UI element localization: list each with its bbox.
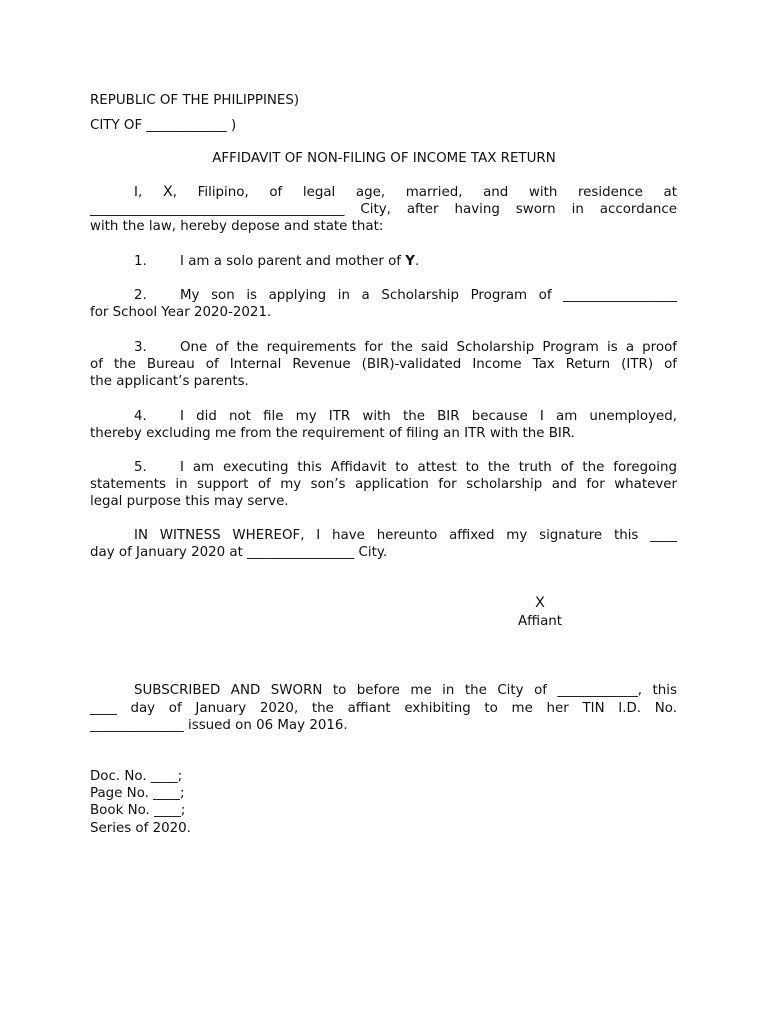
child-name: Y xyxy=(405,254,415,269)
item-4-line-2: thereby excluding me from the requirement of filing an ITR with the BIR. xyxy=(90,426,575,441)
item-3-text: One of the requirements for the said Scholarship Program is a proof xyxy=(180,340,677,355)
item-3-line-1 xyxy=(90,339,677,356)
item-2-line-1 xyxy=(90,287,677,304)
republic-heading: REPUBLIC OF THE PHILIPPINES) xyxy=(90,93,300,108)
jurat-line-1: SUBSCRIBED AND SWORN to before me in the City of ____________, this xyxy=(134,683,677,698)
affiant-name: X xyxy=(162,184,173,200)
item-4-text: I did not file my ITR with the BIR because I am unemployed, xyxy=(180,409,677,424)
item-number: 2. xyxy=(134,288,147,303)
intro-line-1 xyxy=(90,184,677,201)
item-2-line-2: for School Year 2020-2021. xyxy=(90,305,272,320)
intro-line-1-rest: , Filipino, of legal age, married, and with residence at xyxy=(172,185,677,200)
series-year: Series of 2020. xyxy=(90,821,191,836)
item-2-text: My son is applying in a Scholarship Program of _________________ xyxy=(180,288,677,303)
intro-prefix: I, xyxy=(134,185,163,200)
item-number: 4. xyxy=(134,409,147,424)
city-line: CITY OF ____________ ) xyxy=(90,118,237,133)
item-3-line-2: of the Bureau of Internal Revenue (BIR)-validated Income Tax Return (ITR) of xyxy=(90,357,677,372)
item-4-line-1 xyxy=(90,408,677,425)
item-number: 3. xyxy=(134,340,147,355)
jurat-line-2: ____ day of January 2020, the affiant exhibiting to me her TIN I.D. No. xyxy=(90,701,677,716)
item-1-end: . xyxy=(414,254,420,269)
witness-line-1: IN WITNESS WHEREOF, I have hereunto affixed my signature this ____ xyxy=(134,528,677,543)
signature-mark: X xyxy=(535,595,545,611)
item-5-text: I am executing this Affidavit to attest to the truth of the foregoing xyxy=(180,460,677,475)
item-5-line-3: legal purpose this may serve. xyxy=(90,494,289,509)
affiant-label: Affiant xyxy=(517,614,563,629)
page-number: Page No. ____; xyxy=(90,786,185,801)
intro-line-2: ______________________________________ City, after having sworn in accordance xyxy=(90,202,677,217)
item-1-line xyxy=(90,253,677,270)
document-title: AFFIDAVIT OF NON-FILING OF INCOME TAX RETURN xyxy=(212,151,556,166)
jurat-line-3: ______________ issued on 06 May 2016. xyxy=(90,718,348,733)
intro-line-3: with the law, hereby depose and state that: xyxy=(90,219,384,234)
item-1-text: I am a solo parent and mother of xyxy=(180,254,406,269)
item-number: 1. xyxy=(134,254,147,269)
item-number: 5. xyxy=(134,460,147,475)
book-number: Book No. ____; xyxy=(90,803,186,818)
item-5-line-2: statements in support of my son’s application for scholarship and for whatever xyxy=(90,477,677,492)
doc-number: Doc. No. ____; xyxy=(90,769,183,784)
item-3-line-3: the applicant’s parents. xyxy=(90,374,249,389)
item-5-line-1 xyxy=(90,459,677,476)
witness-line-2: day of January 2020 at ________________ City. xyxy=(90,545,388,560)
